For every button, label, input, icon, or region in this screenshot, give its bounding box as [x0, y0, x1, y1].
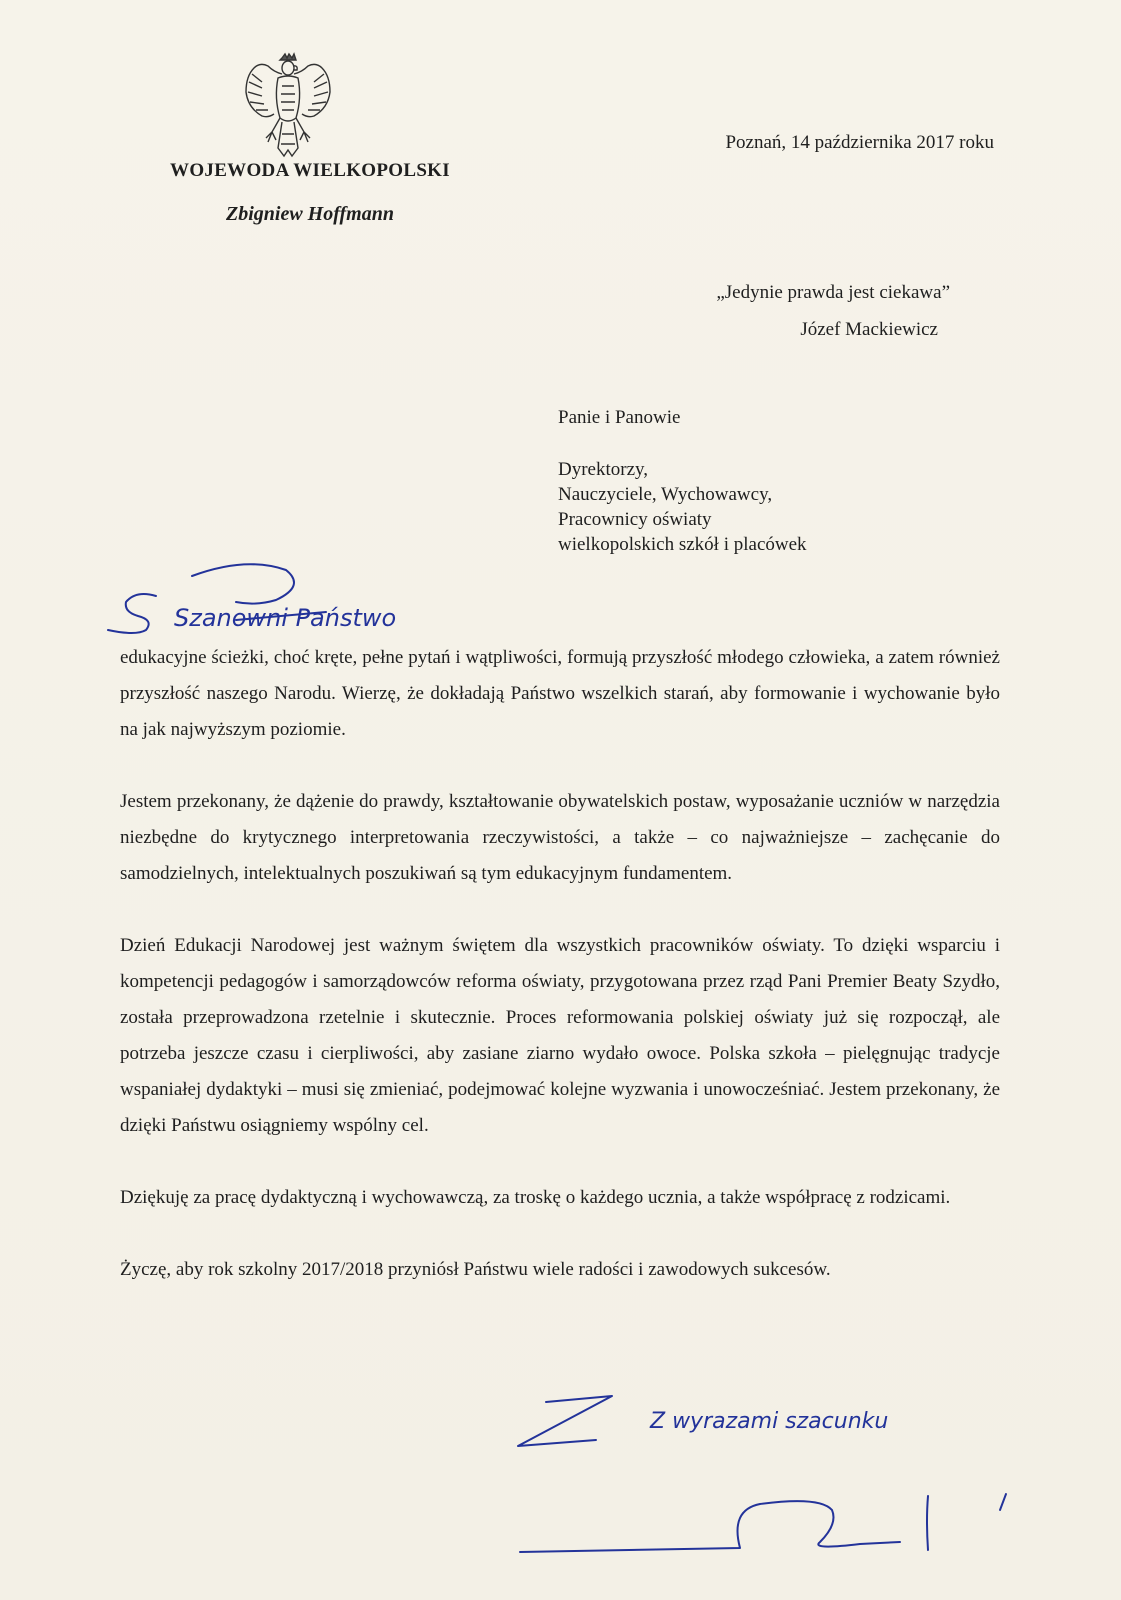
- polish-eagle-emblem-icon: [238, 52, 336, 164]
- body-paragraph: Dziękuję za pracę dydaktyczną i wychowawczą, za troskę o każdego ucznia, a także współpracę z rodzicami.: [120, 1187, 951, 1208]
- addressee-line: Pracownicy oświaty: [558, 509, 712, 530]
- body-paragraph: Dzień Edukacji Narodowej jest ważnym świętem dla wszystkich pracowników oświaty. To dzięki wsparciu i kompetencji pedagogów i samorządowców reforma oświaty, przygotowana przez rząd Pani Premier Beaty Szydło, została przeprowadzona rzetelnie i skutecznie. Proces reformowania polskiej oświaty już się rozpoczął, ale potrzeba jeszcze czasu i cierpliwości, aby zasiane ziarno wydało owoce. Polska szkoła – pielęgnując tradycje wspaniałej dydaktyki – musi się zmieniać, podejmować kolejne wyzwania i unowocześniać. Jestem przekonany, że dzięki Państwu osiągniemy wspólny cel.: [120, 935, 1000, 1136]
- addressee-line: Nauczyciele, Wychowawcy,: [558, 484, 773, 505]
- office-title: WOJEWODA WIELKOPOLSKI: [170, 160, 450, 181]
- svg-text:Szanowni Państwo: Szanowni Państwo: [174, 604, 397, 632]
- body-paragraph: edukacyjne ścieżki, choć kręte, pełne pytań i wątpliwości, formują przyszłość młodego człowieka, a zatem również przyszłość naszego Narodu. Wierzę, że dokładają Państwo wszelkich starań, aby formowanie i wychowanie było na jak najwyższym poziomie.: [120, 647, 1000, 740]
- letter-body: [120, 640, 1000, 1324]
- handwritten-closing: [500, 1380, 1000, 1460]
- signature: [520, 1480, 1020, 1580]
- date-line: Poznań, 14 października 2017 roku: [725, 132, 994, 153]
- motto-author: Józef Mackiewicz: [800, 319, 938, 340]
- addressee-block: [558, 405, 807, 557]
- motto-block: [600, 274, 950, 348]
- addressee-line: wielkopolskich szkół i placówek: [558, 534, 807, 555]
- body-paragraph: Życzę, aby rok szkolny 2017/2018 przyniósł Państwu wiele radości i zawodowych sukcesów.: [120, 1259, 831, 1280]
- handwritten-greeting: [96, 560, 516, 640]
- addressee-line: Dyrektorzy,: [558, 459, 649, 480]
- addressee-salutation: Panie i Panowie: [558, 407, 681, 428]
- svg-text:Z wyrazami szacunku: Z wyrazami szacunku: [650, 1409, 889, 1434]
- office-holder-name: Zbigniew Hoffmann: [226, 203, 394, 225]
- body-paragraph: Jestem przekonany, że dążenie do prawdy, kształtowanie obywatelskich postaw, wyposażanie uczniów w narzędzia niezbędne do krytycznego interpretowania rzeczywistości, a także – co najważniejsze – zachęcanie do samodzielnych, intelektualnych poszukiwań są tym edukacyjnym fundamentem.: [120, 791, 1000, 884]
- motto-quote: „Jedynie prawda jest ciekawa”: [716, 282, 950, 303]
